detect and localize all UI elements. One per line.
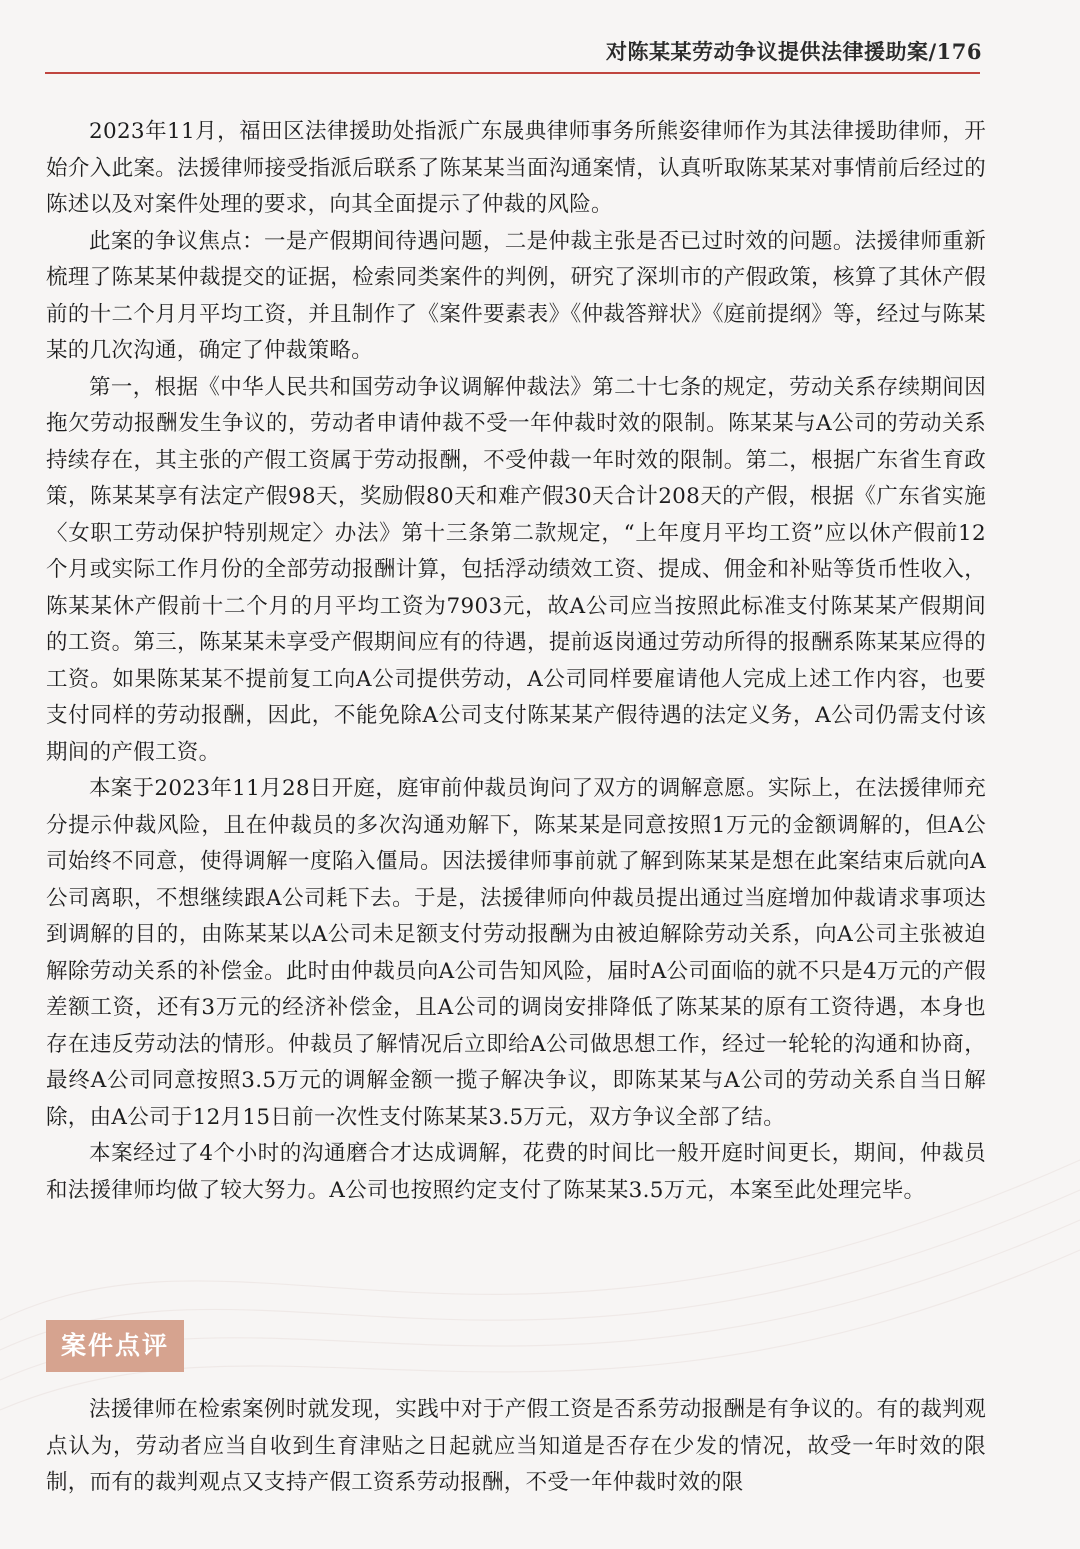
running-header: 对陈某某劳动争议提供法律援助案/176 — [605, 39, 982, 64]
paragraph-assignment: 2023年11月，福田区法律援助处指派广东晟典律师事务所熊姿律师作为其法律援助律师，开始介入此案。法援律师接受指派后联系了陈某某当面沟通案情，认真听取陈某某对事情前后经过的陈述以及对案件处理的要求，向其全面提示了仲裁的风险。 — [46, 119, 986, 217]
case-review-heading: 案件点评 — [46, 1320, 184, 1372]
paragraph-review: 法援律师在检索案例时就发现，实践中对于产假工资是否系劳动报酬是有争议的。有的裁判观点认为，劳动者应当自收到生育津贴之日起就应当知道是否存在少发的情况，故受一年时效的限制，而有的裁判观点又支持产假工资系劳动报酬，不受一年仲裁时效的限 — [46, 1397, 986, 1495]
paragraph-hearing: 本案于2023年11月28日开庭，庭审前仲裁员询问了双方的调解意愿。实际上，在法援律师充分提示仲裁风险，且在仲裁员的多次沟通劝解下，陈某某是同意按照1万元的金额调解的，但A公司始终不同意，使得调解一度陷入僵局。因法援律师事前就了解到陈某某是想在此案结束后就向A公司离职，不想继续跟A公司耗下去。于是，法援律师向仲裁员提出通过当庭增加仲裁请求事项达到调解的目的，由陈某某以A公司未足额支付劳动报酬为由被迫解除劳动关系，向A公司主张被迫解除劳动关系的补偿金。此时由仲裁员向A公司告知风险，届时A公司面临的就不只是4万元的产假差额工资，还有3万元的经济补偿金，且A公司的调岗安排降低了陈某某的原有工资待遇，本身也存在违反劳动法的情形。仲裁员了解情况后立即给A公司做思想工作，经过一轮轮的沟通和协商，最终A公司同意按照3.5万元的调解金额一揽子解决争议，即陈某某与A公司的劳动关系自当日解除，由A公司于12月15日前一次性支付陈某某3.5万元，双方争议全部了结。 — [46, 776, 987, 1130]
paragraph-dispute-focus: 此案的争议焦点：一是产假期间待遇问题，二是仲裁主张是否已过时效的问题。法援律师重新梳理了陈某某仲裁提交的证据，检索同类案件的判例，研究了深圳市的产假政策，核算了其休产假前的十二个月月平均工资，并且制作了《案件要素表》《仲裁答辩状》《庭前提纲》等，经过与陈某某的几次沟通，确定了仲裁策略。 — [46, 228, 986, 363]
header-divider — [45, 72, 980, 74]
case-body — [46, 114, 986, 1209]
paragraph-conclusion: 本案经过了4个小时的沟通磨合才达成调解，花费的时间比一般开庭时间更长，期间，仲裁员和法援律师均做了较大努力。A公司也按照约定支付了陈某某3.5万元，本案至此处理完毕。 — [46, 1141, 986, 1203]
case-review-body — [46, 1392, 986, 1502]
paragraph-legal-basis: 第一，根据《中华人民共和国劳动争议调解仲裁法》第二十七条的规定，劳动关系存续期间因拖欠劳动报酬发生争议的，劳动者申请仲裁不受一年仲裁时效的限制。陈某某与A公司的劳动关系持续存在，其主张的产假工资属于劳动报酬，不受仲裁一年时效的限制。第二，根据广东省生育政策，陈某某享有法定产假98天，奖励假80天和难产假30天合计208天的产假，根据《广东省实施〈女职工劳动保护特别规定〉办法》第十三条第二款规定，“上年度月平均工资”应以休产假前12个月或实际工作月份的全部劳动报酬计算，包括浮动绩效工资、提成、佣金和补贴等货币性收入，陈某某休产假前十二个月的月平均工资为7903元，故A公司应当按照此标准支付陈某某产假期间的工资。第三，陈某某未享受产假期间应有的待遇，提前返岗通过劳动所得的报酬系陈某某应得的工资。如果陈某某不提前复工向A公司提供劳动，A公司同样要雇请他人完成上述工作内容，也要支付同样的劳动报酬，因此，不能免除A公司支付陈某某产假待遇的法定义务，A公司仍需支付该期间的产假工资。 — [46, 374, 986, 765]
